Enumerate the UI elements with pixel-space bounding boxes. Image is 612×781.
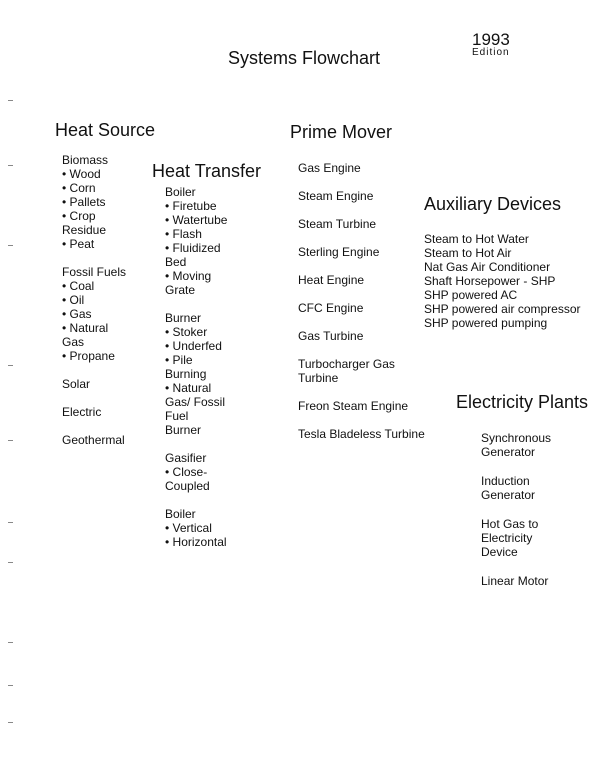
list-group	[165, 507, 227, 549]
list-line: • Watertube	[165, 213, 228, 227]
list-line: Fossil Fuels	[62, 265, 127, 279]
list-line: SHP powered AC	[424, 288, 518, 302]
electricity-plants-heading: Electricity Plants	[456, 392, 589, 412]
list-line: Gas Turbine	[298, 329, 364, 343]
list-item	[298, 399, 425, 413]
list-line: Turbine	[298, 371, 339, 385]
list-line: Freon Steam Engine	[298, 399, 409, 413]
list-group	[165, 185, 227, 297]
electricity-plants-list	[481, 431, 551, 588]
list-line: Device	[481, 545, 518, 559]
list-line: Residue	[62, 223, 107, 237]
list-group	[62, 153, 126, 251]
scan-mark	[8, 165, 13, 166]
list-line: Turbocharger Gas	[298, 357, 395, 371]
list-line: Nat Gas Air Conditioner	[424, 260, 551, 274]
list-line: SHP powered pumping	[424, 316, 548, 330]
list-line: Steam Turbine	[298, 217, 377, 231]
list-line: • Wood	[62, 167, 101, 181]
list-group	[165, 451, 227, 493]
year-label: 1993	[472, 30, 510, 49]
list-item	[298, 161, 425, 175]
list-line: • Firetube	[165, 199, 217, 213]
list-line: • Moving	[165, 269, 212, 283]
list-line: SHP powered air compressor	[424, 302, 581, 316]
list-line: • Horizontal	[165, 535, 227, 549]
scan-mark	[8, 440, 13, 441]
list-group	[62, 377, 126, 391]
scan-mark	[8, 722, 13, 723]
list-item	[298, 273, 425, 287]
list-line: Burner	[165, 311, 202, 325]
list-group	[481, 574, 551, 588]
edition-label: Edition	[472, 47, 510, 55]
list-line: Steam Engine	[298, 189, 374, 203]
list-line: Biomass	[62, 153, 109, 167]
list-line: Grate	[165, 283, 196, 297]
prime-mover-heading: Prime Mover	[290, 122, 393, 142]
list-line: Linear Motor	[481, 574, 549, 588]
list-line: Gas	[62, 335, 85, 349]
list-line: CFC Engine	[298, 301, 364, 315]
list-line: Bed	[165, 255, 187, 269]
list-line: • Natural	[62, 321, 109, 335]
list-line: Steam to Hot Water	[424, 232, 529, 246]
list-line: Sterling Engine	[298, 245, 380, 259]
list-line: • Close-	[165, 465, 208, 479]
scan-mark	[8, 685, 13, 686]
list-line: • Stoker	[165, 325, 208, 339]
list-line: Coupled	[165, 479, 210, 493]
list-line: Electricity	[481, 531, 533, 545]
list-line: Burning	[165, 367, 207, 381]
list-line: • Natural	[165, 381, 212, 395]
list-line: Burner	[165, 423, 202, 437]
list-line: Generator	[481, 488, 536, 502]
list-group	[165, 311, 227, 437]
list-line: • Peat	[62, 237, 95, 251]
scan-mark	[8, 522, 13, 523]
list-line: Fuel	[165, 409, 189, 423]
list-item	[298, 189, 425, 203]
list-line: Shaft Horsepower - SHP	[424, 274, 556, 288]
list-line: • Pallets	[62, 195, 106, 209]
list-line: • Flash	[165, 227, 202, 241]
heat-transfer-list	[165, 185, 227, 549]
list-line: • Oil	[62, 293, 85, 307]
list-line: • Coal	[62, 279, 95, 293]
list-line: Hot Gas to	[481, 517, 539, 531]
list-item	[298, 245, 425, 259]
list-item	[298, 357, 425, 385]
list-line: Boiler	[165, 185, 196, 199]
scan-mark	[8, 245, 13, 246]
heat-source-list	[62, 153, 126, 447]
page-title: Systems Flowchart	[228, 48, 381, 68]
list-line: • Underfed	[165, 339, 222, 353]
list-line: Boiler	[165, 507, 196, 521]
heat-source-heading: Heat Source	[55, 120, 156, 140]
auxiliary-devices-heading: Auxiliary Devices	[424, 194, 562, 214]
heat-transfer-heading: Heat Transfer	[152, 161, 262, 181]
list-group	[62, 405, 126, 419]
list-group	[62, 433, 126, 447]
list-line: • Gas	[62, 307, 92, 321]
auxiliary-devices-list	[424, 232, 581, 330]
scan-mark	[8, 562, 13, 563]
list-line: Synchronous	[481, 431, 552, 445]
list-line: Steam to Hot Air	[424, 246, 512, 260]
list-line: Solar	[62, 377, 91, 391]
list-line: Electric	[62, 405, 102, 419]
list-item	[298, 217, 425, 231]
list-line: Heat Engine	[298, 273, 365, 287]
list-line: • Pile	[165, 353, 193, 367]
list-line: Gas Engine	[298, 161, 361, 175]
prime-mover-list	[298, 161, 425, 441]
scan-mark	[8, 365, 13, 366]
list-item	[298, 301, 425, 315]
list-line: Tesla Bladeless Turbine	[298, 427, 425, 441]
list-line: • Crop	[62, 209, 96, 223]
list-line: • Vertical	[165, 521, 212, 535]
list-group	[62, 265, 126, 363]
list-group	[481, 431, 551, 459]
list-line: Generator	[481, 445, 536, 459]
list-group	[481, 474, 551, 502]
list-group	[481, 517, 551, 559]
scan-mark	[8, 642, 13, 643]
list-item	[298, 329, 425, 343]
list-line: • Propane	[62, 349, 115, 363]
list-line: Gasifier	[165, 451, 207, 465]
list-line: Geothermal	[62, 433, 125, 447]
list-line: • Fluidized	[165, 241, 221, 255]
list-line: Induction	[481, 474, 530, 488]
list-line: • Corn	[62, 181, 96, 195]
list-item	[298, 427, 425, 441]
list-line: Gas/ Fossil	[165, 395, 226, 409]
scan-mark	[8, 100, 13, 101]
